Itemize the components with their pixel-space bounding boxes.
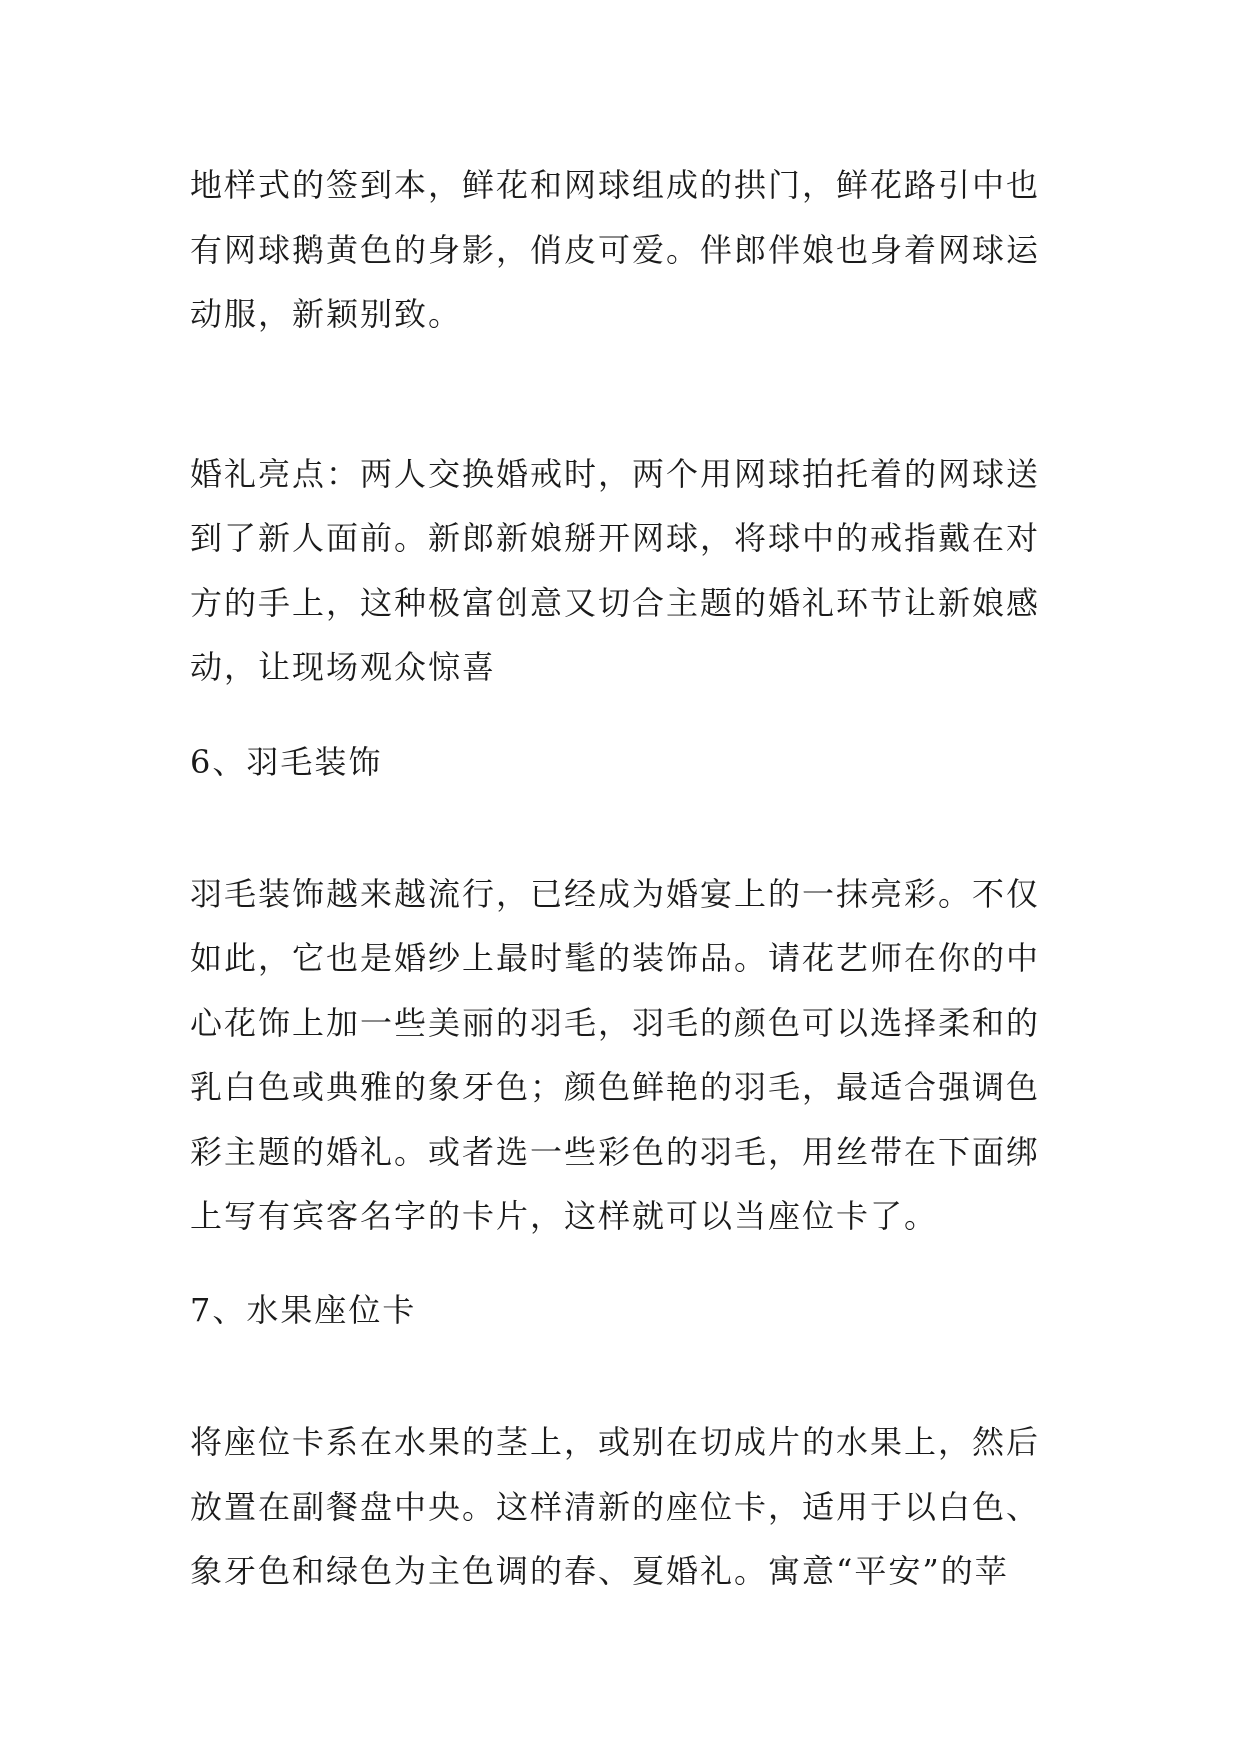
- text-line: 方的手上，这种极富创意又切合主题的婚礼环节让新娘感: [190, 584, 1041, 622]
- text-line: 上写有宾客名字的卡片，这样就可以当座位卡了。: [190, 1197, 939, 1235]
- text-line: 如此，它也是婚纱上最时髦的装饰品。请花艺师在你的中: [190, 939, 1041, 977]
- text-line: 地样式的签到本，鲜花和网球组成的拱门，鲜花路引中也: [190, 166, 1041, 204]
- text-line: 婚礼亮点：两人交换婚戒时，两个用网球拍托着的网球送: [190, 455, 1041, 493]
- text-line: 象牙色和绿色为主色调的春、夏婚礼。寓意“平安”的苹: [190, 1552, 1009, 1590]
- text-line: 动服，新颖别致。: [190, 295, 463, 333]
- text-line: 有网球鹅黄色的身影，俏皮可爱。伴郎伴娘也身着网球运: [190, 231, 1041, 269]
- text-line: 乳白色或典雅的象牙色；颜色鲜艳的羽毛，最适合强调色: [190, 1068, 1041, 1106]
- section-heading-7: 7、水果座位卡: [190, 1291, 417, 1329]
- text-line: 到了新人面前。新郎新娘掰开网球，将球中的戒指戴在对: [190, 519, 1041, 557]
- text-line: 羽毛装饰越来越流行，已经成为婚宴上的一抹亮彩。不仅: [190, 875, 1041, 913]
- text-line: 放置在副餐盘中央。这样清新的座位卡，适用于以白色、: [190, 1488, 1041, 1526]
- text-line: 将座位卡系在水果的茎上，或别在切成片的水果上，然后: [190, 1423, 1041, 1461]
- text-line: 动，让现场观众惊喜: [190, 648, 497, 686]
- section-heading-6: 6、羽毛装饰: [190, 743, 383, 781]
- text-line: 心花饰上加一些美丽的羽毛，羽毛的颜色可以选择柔和的: [190, 1004, 1041, 1042]
- text-line: 彩主题的婚礼。或者选一些彩色的羽毛，用丝带在下面绑: [190, 1133, 1041, 1171]
